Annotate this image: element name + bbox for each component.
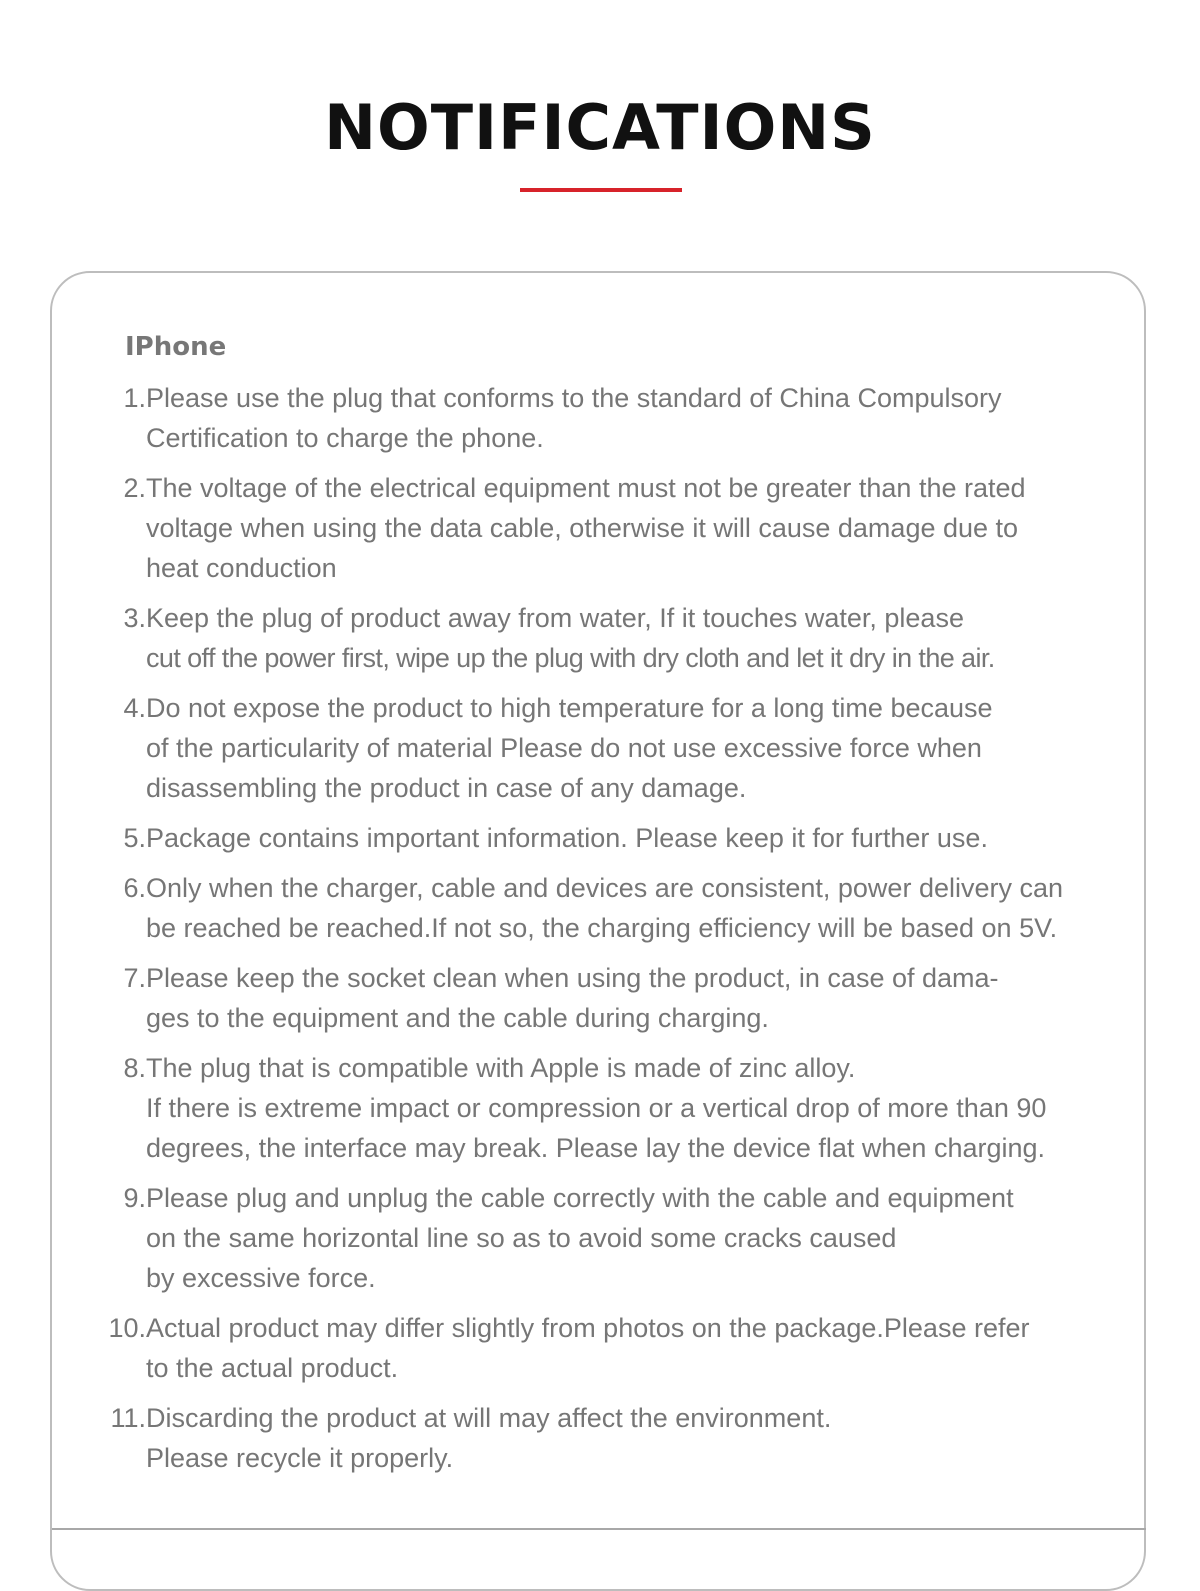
item-line: If there is extreme impact or compression or a vertical drop of more than 90 [146, 1093, 1047, 1123]
item-number: 7. [123, 963, 146, 993]
section-title: IPhone [125, 332, 227, 362]
item-line: Discarding the product at will may affect the environment. [146, 1403, 832, 1433]
item-line: Keep the plug of product away from water, If it touches water, please [146, 603, 964, 633]
item-line: The voltage of the electrical equipment must not be greater than the rated [146, 473, 1026, 503]
list-item [100, 1308, 1110, 1388]
item-number: 9. [123, 1183, 146, 1213]
item-line: Please use the plug that conforms to the standard of China Compulsory [146, 383, 1002, 413]
list-item [100, 598, 1110, 678]
list-item [100, 818, 1110, 858]
item-line: be reached be reached.If not so, the charging efficiency will be based on 5V. [146, 913, 1058, 943]
item-line: Please plug and unplug the cable correctly with the cable and equipment [146, 1183, 1014, 1213]
item-number: 4. [123, 693, 146, 723]
item-line: on the same horizontal line so as to avoid some cracks caused [146, 1223, 897, 1253]
item-line: of the particularity of material Please do not use excessive force when [146, 733, 982, 763]
notice-list [100, 378, 1110, 1488]
item-number: 3. [123, 603, 146, 633]
item-line: Actual product may differ slightly from photos on the package.Please refer [146, 1313, 1030, 1343]
item-line: by excessive force. [146, 1263, 376, 1293]
item-line: Certification to charge the phone. [146, 423, 544, 453]
item-number: 6. [123, 873, 146, 903]
list-item [100, 378, 1110, 458]
page-title: NOTIFICATIONS [324, 91, 876, 164]
list-item [100, 1048, 1110, 1168]
item-line: to the actual product. [146, 1353, 399, 1383]
list-item [100, 958, 1110, 1038]
item-line: heat conduction [146, 553, 337, 583]
item-line: The plug that is compatible with Apple is made of zinc alloy. [146, 1053, 856, 1083]
item-line: ges to the equipment and the cable during charging. [146, 1003, 769, 1033]
item-line: disassembling the product in case of any damage. [146, 773, 747, 803]
item-line: Please keep the socket clean when using the product, in case of dama- [146, 963, 999, 993]
item-number: 2. [123, 473, 146, 503]
list-item [100, 688, 1110, 808]
list-item [100, 468, 1110, 588]
item-line: cut off the power first, wipe up the plug with dry cloth and let it dry in the air. [146, 643, 995, 673]
item-number: 1. [123, 383, 146, 413]
item-number: 10. [108, 1313, 146, 1343]
list-item [100, 1178, 1110, 1298]
list-item [100, 868, 1110, 948]
item-line: Do not expose the product to high temperature for a long time because [146, 693, 993, 723]
list-item [100, 1398, 1110, 1478]
card-divider [52, 1528, 1146, 1530]
item-line: Only when the charger, cable and devices are consistent, power delivery can [146, 873, 1064, 903]
item-line: degrees, the interface may break. Please lay the device flat when charging. [146, 1133, 1046, 1163]
title-underline [520, 188, 682, 192]
item-line: Please recycle it properly. [146, 1443, 454, 1473]
item-number: 11. [110, 1403, 146, 1433]
item-line: Package contains important information. Please keep it for further use. [146, 823, 988, 853]
item-number: 5. [123, 823, 146, 853]
item-number: 8. [123, 1053, 146, 1083]
item-line: voltage when using the data cable, otherwise it will cause damage due to [146, 513, 1019, 543]
